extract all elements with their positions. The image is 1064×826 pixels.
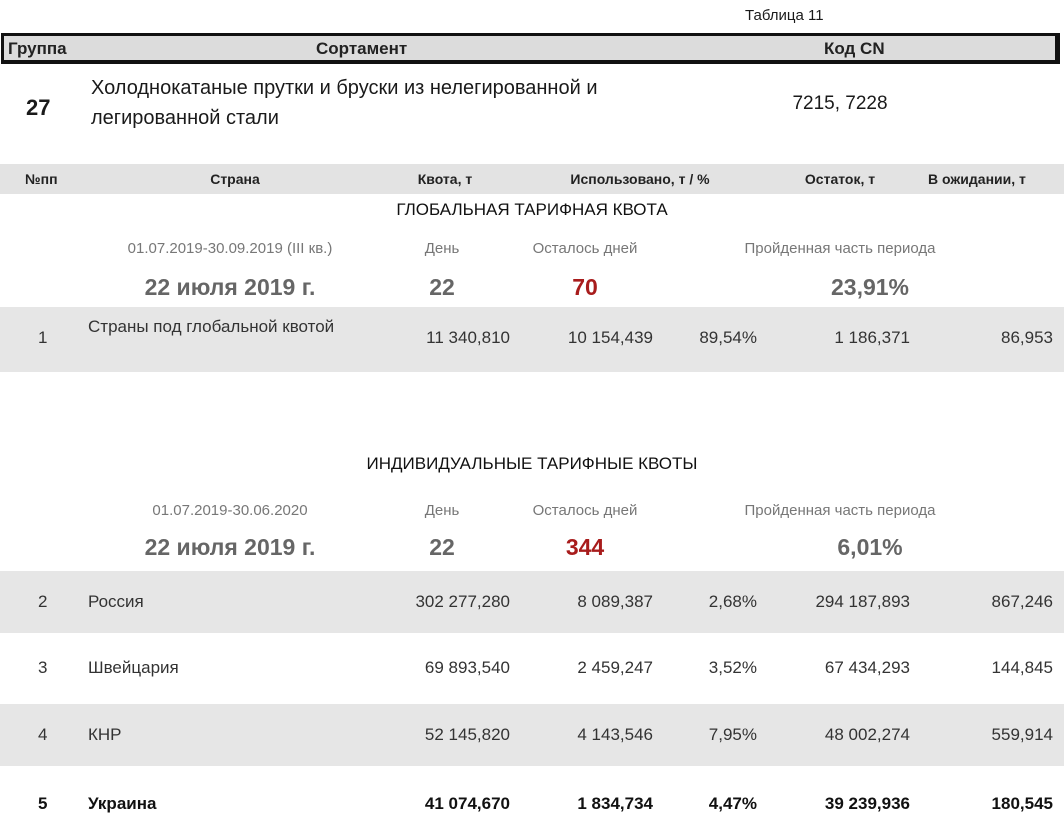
global-days-left-label: Осталось дней — [532, 240, 638, 257]
row-country: КНР — [88, 725, 122, 744]
table-row — [0, 571, 1064, 633]
table-row — [0, 637, 1064, 699]
row-remaining: 1 186,371 — [834, 328, 910, 347]
row-number: 3 — [38, 658, 48, 677]
global-day-value: 22 — [429, 274, 455, 300]
row-number: 5 — [38, 794, 48, 813]
row-used-pct: 3,52% — [708, 658, 757, 677]
global-passed-label: Пройденная часть периода — [744, 240, 936, 257]
row-remaining: 48 002,274 — [824, 725, 910, 744]
row-pending: 867,246 — [991, 592, 1053, 611]
individual-quotas-title: ИНДИВИДУАЛЬНЫЕ ТАРИФНЫЕ КВОТЫ — [366, 454, 698, 473]
group-header: Группа — [8, 39, 67, 58]
row-number: 1 — [38, 328, 48, 347]
individual-passed-label: Пройденная часть периода — [744, 502, 936, 519]
row-used-pct: 7,95% — [708, 725, 757, 744]
row-number: 4 — [38, 725, 48, 744]
assortment-header: Сортамент — [316, 39, 408, 58]
row-country: Россия — [88, 592, 144, 611]
individual-current-date: 22 июля 2019 г. — [144, 534, 316, 560]
row-used: 10 154,439 — [567, 328, 653, 347]
table-number-label: Таблица 11 — [745, 7, 824, 24]
col-remaining: Остаток, т — [804, 171, 876, 187]
table-row — [0, 307, 1064, 372]
row-pending: 144,845 — [991, 658, 1053, 677]
row-country: Украина — [88, 794, 157, 813]
row-pending: 180,545 — [991, 794, 1053, 813]
col-pending: В ожидании, т — [928, 171, 1026, 187]
row-quota: 41 074,670 — [424, 794, 510, 813]
row-used-pct: 2,68% — [708, 592, 757, 611]
row-used: 2 459,247 — [577, 658, 653, 677]
row-remaining: 39 239,936 — [824, 794, 910, 813]
global-passed-value: 23,91% — [830, 274, 909, 300]
col-quota: Квота, т — [417, 171, 473, 187]
global-period: 01.07.2019-30.09.2019 (III кв.) — [127, 240, 333, 257]
table-row — [0, 771, 1064, 826]
row-used-pct: 89,54% — [699, 328, 757, 347]
row-used: 4 143,546 — [577, 725, 653, 744]
group-number: 27 — [26, 95, 51, 120]
row-remaining: 67 434,293 — [824, 658, 910, 677]
individual-period: 01.07.2019-30.06.2020 — [152, 502, 308, 519]
row-quota: 302 277,280 — [415, 592, 510, 611]
individual-passed-value: 6,01% — [837, 534, 903, 560]
individual-days-left-label: Осталось дней — [532, 502, 638, 519]
product-name: Холоднокатаные прутки и бруски из нелегированной и легированной стали — [91, 77, 598, 129]
global-current-date: 22 июля 2019 г. — [144, 274, 316, 300]
row-quota: 11 340,810 — [426, 328, 510, 347]
col-used: Использовано, т / % — [570, 171, 710, 187]
row-number: 2 — [38, 592, 48, 611]
global-days-left-value: 70 — [572, 274, 598, 300]
individual-days-left-value: 344 — [565, 534, 605, 560]
row-used: 8 089,387 — [577, 592, 653, 611]
global-day-label: День — [424, 240, 460, 257]
product-header-bar — [1, 33, 1060, 64]
column-header-row — [0, 164, 1064, 194]
individual-day-label: День — [424, 502, 460, 519]
table-row — [0, 704, 1064, 766]
row-quota: 52 145,820 — [424, 725, 510, 744]
cn-code-value: 7215, 7228 — [792, 93, 888, 114]
row-pending: 559,914 — [991, 725, 1053, 744]
row-pending: 86,953 — [1001, 328, 1053, 347]
col-number: №пп — [25, 171, 58, 187]
row-country: Швейцария — [88, 658, 179, 677]
global-quota-title: ГЛОБАЛЬНАЯ ТАРИФНАЯ КВОТА — [396, 200, 668, 219]
row-used-pct: 4,47% — [708, 794, 757, 813]
row-used: 1 834,734 — [577, 794, 653, 813]
cn-code-header: Код CN — [824, 39, 885, 58]
row-quota: 69 893,540 — [424, 658, 510, 677]
row-remaining: 294 187,893 — [815, 592, 910, 611]
row-country: Страны под глобальной квотой — [88, 317, 335, 336]
col-country: Страна — [210, 171, 260, 187]
individual-day-value: 22 — [429, 534, 455, 560]
